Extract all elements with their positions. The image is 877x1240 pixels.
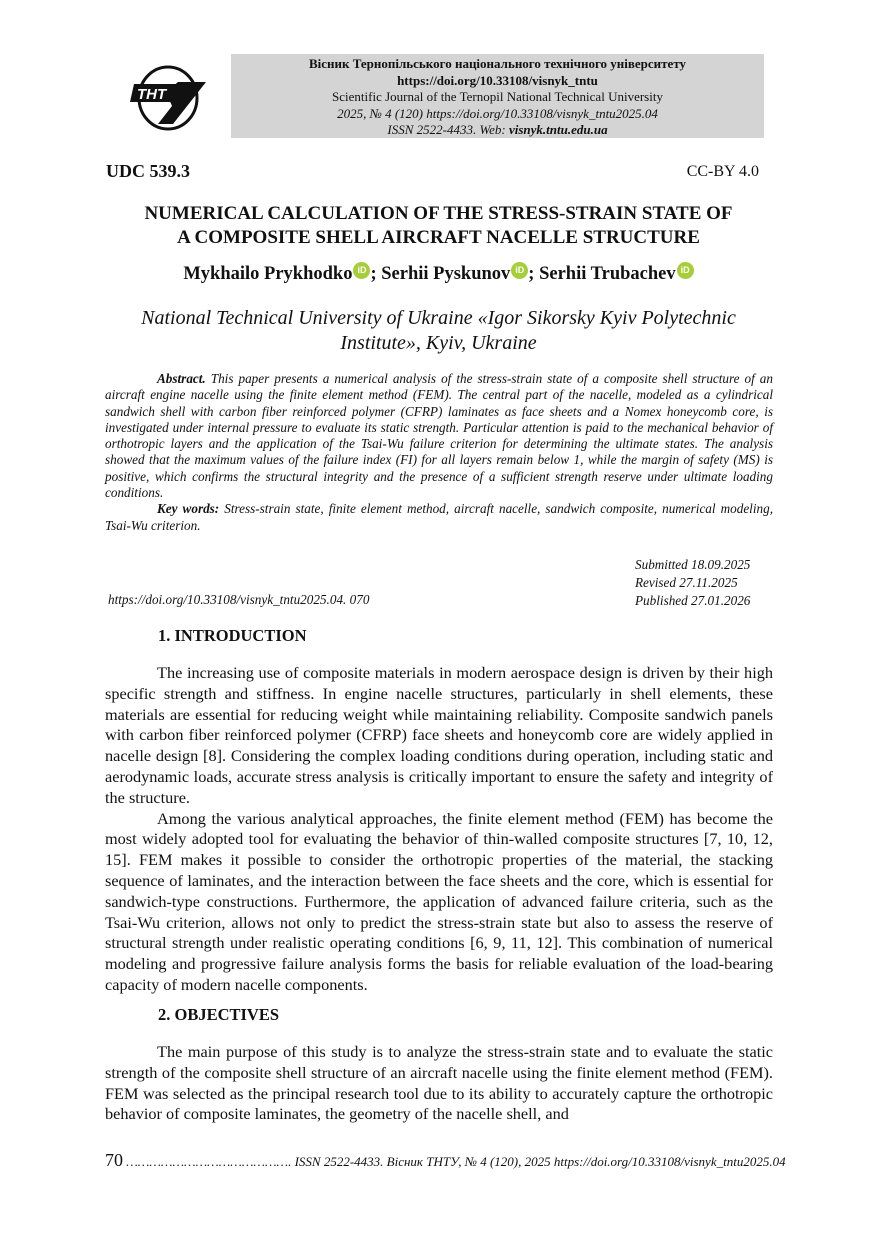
tntu-logo-icon [128, 62, 208, 134]
issue-info: 2025, № 4 (120) https://doi.org/10.33108/visnyk_tntu2025.04 [337, 105, 658, 121]
page-number: 70 [105, 1150, 123, 1170]
objectives-body [105, 1042, 773, 1125]
paper-title: NUMERICAL CALCULATION OF THE STRESS-STRAIN STATE OF A COMPOSITE SHELL AIRCRAFT NACELLE STRUCTURE [144, 203, 733, 248]
orcid-icon[interactable]: iD [677, 262, 694, 279]
introduction-body [105, 663, 773, 996]
author-list: Mykhailo Prykhodko iD ; Serhii Pyskunov iD ; Serhii Trubachev iD [100, 262, 777, 285]
page-footer: 70 ……………………………………. ISSN 2522-4433. Вісник ТНТУ, № 4 (120), 2025 https://doi.org/10.33108/visnyk_tntu2025.04 [105, 1150, 786, 1170]
body-paragraph: The increasing use of composite materials in modern aerospace design is driven by their high specific strength and stiffness. In engine nacelle structures, particularly in shell elements, these materials are essential for reducing weight while maintaining reliability. Composite sandwich panels with carbon fiber reinforced polymer (CFRP) face sheets and honeycomb core are widely applied in nacelle design [8]. Considering the complex loading conditions during operation, including static and aerodynamic loads, accurate stress analysis is critically important to ensure the safety and integrity of the structure. [105, 663, 773, 807]
abstract-paragraph: Abstract. This paper presents a numerical analysis of the stress-strain state of a composite shell structure of an aircraft engine nacelle using the finite element method (FEM). The central part of the nacelle, modeled as a cylindrical sandwich shell with carbon fiber reinforced polymer (CFRP) laminates as face sheets and a Nomex honeycomb core, is investigated under internal pressure to evaluate its static strength. Particular attention is paid to the mechanical behavior of orthotropic layers and the application of the Tsai-Wu failure criterion for determining the ultimate states. The analysis showed that the maximum values of the failure index (FI) for all layers remain below 1, while the margin of safety (MS) is positive, which confirms the structural integrity and the presence of a sufficient strength reserve under ultimate loading conditions. [105, 371, 773, 501]
submitted-date: Submitted 18.09.2025 [635, 557, 751, 572]
author-name: Serhii Pyskunov [381, 264, 511, 284]
revised-date: Revised 27.11.2025 [635, 575, 738, 590]
svg-text:THT: THT [137, 86, 167, 103]
license-label: CC-BY 4.0 [686, 163, 759, 180]
published-date: Published 27.01.2026 [635, 593, 751, 608]
orcid-icon[interactable]: iD [353, 262, 370, 279]
footer-citation: ISSN 2522-4433. Вісник ТНТУ, № 4 (120), 2025 https://doi.org/10.33108/visnyk_tntu2025.04 [294, 1154, 786, 1169]
body-paragraph: The main purpose of this study is to analyze the stress-strain state and to evaluate the static strength of the composite shell structure of an aircraft nacelle using the finite element method (FEM). FEM was selected as the principal research tool due to its ability to accurately capture the orthotropic behavior of composite laminates, the geometry of the nacelle shell, and [105, 1042, 773, 1124]
journal-web-link[interactable]: visnyk.tntu.edu.ua [508, 122, 608, 137]
section-heading-objectives: 2. OBJECTIVES [158, 1005, 280, 1024]
affiliation: National Technical University of Ukraine «Igor Sikorsky Kyiv Polytechnic Institute», Kyiv, Ukraine [141, 307, 736, 354]
publication-dates [635, 556, 750, 610]
journal-name-ua: Вісник Тернопільського національного технічного університету [308, 56, 687, 71]
keywords-paragraph: Key words: Stress-strain state, finite element method, aircraft nacelle, sandwich composite, numerical modeling, Tsai-Wu criterion. [105, 501, 773, 533]
orcid-icon[interactable]: iD [511, 262, 528, 279]
article-doi-link[interactable]: https://doi.org/10.33108/visnyk_tntu2025.04. 070 [108, 592, 370, 607]
journal-info-box [231, 54, 764, 138]
journal-doi-link[interactable]: https://doi.org/10.33108/visnyk_tntu [397, 72, 598, 88]
issn-web: ISSN 2522-4433. Web: visnyk.tntu.edu.ua [387, 122, 608, 137]
author-name: Serhii Trubachev [539, 264, 676, 284]
body-paragraph: Among the various analytical approaches, the finite element method (FEM) has become the most widely adopted tool for evaluating the behavior of thin-walled composite structures [7, 10, 12, 15]. FEM makes it possible to consider the orthotropic properties of the material, the stacking sequence of laminates, and the interaction between the face sheets and the core, which is essential for sandwich-type constructions. Furthermore, the application of advanced failure criteria, such as the Tsai-Wu criterion, allows not only to predict the stress-strain state but also to assess the reserve of structural strength under realistic operating conditions [6, 9, 11, 12]. This combination of numerical modeling and progressive failure analysis forms the basis for reliable evaluation of the load-bearing capacity of modern nacelle components. [105, 808, 773, 994]
udc-code: UDC 539.3 [106, 161, 190, 181]
section-heading-introduction: 1. INTRODUCTION [158, 626, 307, 645]
abstract-block [105, 371, 773, 534]
journal-name-en: Scientific Journal of the Ternopil National Technical University [332, 89, 663, 104]
author-name: Mykhailo Prykhodko [183, 264, 353, 284]
